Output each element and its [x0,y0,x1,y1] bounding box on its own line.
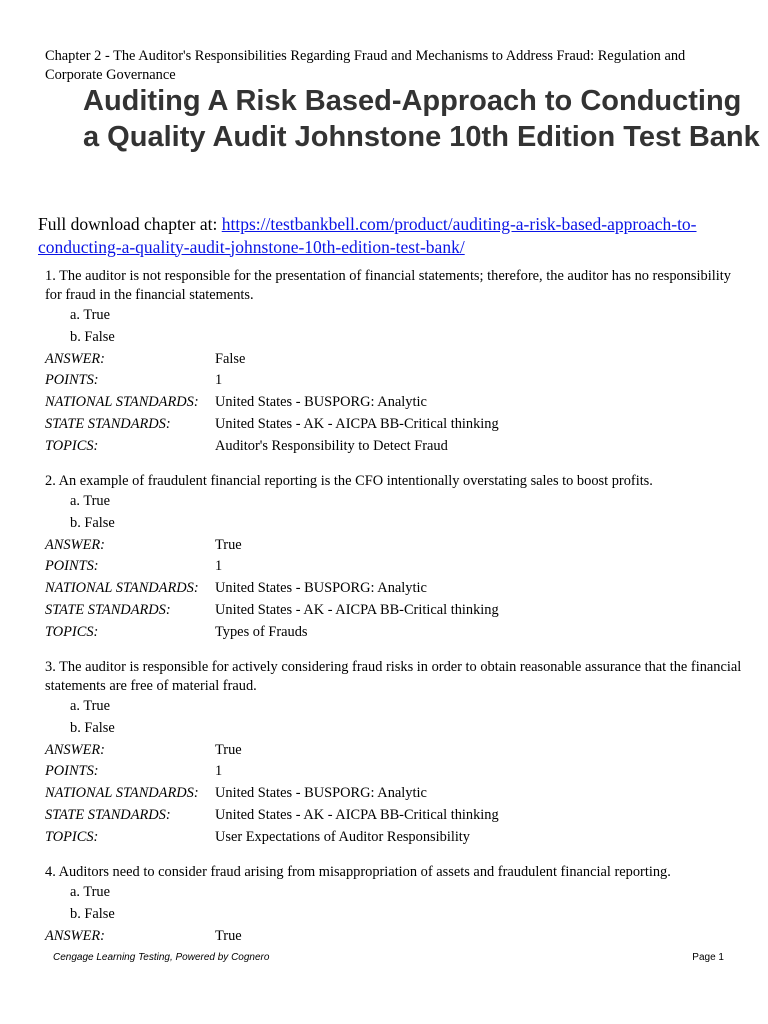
answer-row [45,740,745,762]
footer-publisher: Cengage Learning Testing, Powered by Cognero [53,952,270,963]
answer-row [45,349,745,371]
question-text: 1. The auditor is not responsible for the presentation of financial statements; therefore, the auditor has no responsibility for fraud in the financial statements. [45,268,731,303]
national-standards-label: NATIONAL STANDARDS: [45,394,199,411]
answer-value: False [215,350,246,367]
topics-value: Auditor's Responsibility to Detect Fraud [215,437,448,454]
state-standards-value: United States - AK - AICPA BB-Critical thinking [215,601,499,618]
option-b: b. False [70,905,115,922]
question-2 [45,472,745,644]
state-standards-row [45,600,745,622]
download-line [38,213,748,258]
state-standards-value: United States - AK - AICPA BB-Critical thinking [215,806,499,823]
points-row [45,761,745,783]
points-value: 1 [215,372,223,389]
state-standards-label: STATE STANDARDS: [45,601,171,618]
option-b: b. False [70,719,115,736]
question-text: 3. The auditor is responsible for actively considering fraud risks in order to obtain reasonable assurance that the financial statements are free of material fraud. [45,659,742,694]
national-standards-label: NATIONAL STANDARDS: [45,580,199,597]
answer-label: ANSWER: [45,927,105,944]
state-standards-row [45,805,745,827]
points-label: POINTS: [45,558,99,575]
question-3 [45,658,745,849]
answer-row [45,535,745,557]
topics-label: TOPICS: [45,828,99,845]
national-standards-value: United States - BUSPORG: Analytic [215,785,427,802]
topics-value: Types of Frauds [215,623,308,640]
page-title: Auditing A Risk Based-Approach to Conducting a Quality Audit Johnstone 10th Edition Test Bank [83,85,760,153]
national-standards-row [45,392,745,414]
state-standards-label: STATE STANDARDS: [45,415,171,432]
answer-label: ANSWER: [45,350,105,367]
topics-row [45,622,745,644]
points-label: POINTS: [45,763,99,780]
chapter-heading: Chapter 2 - The Auditor's Responsibilities Regarding Fraud and Mechanisms to Address Fraud: Regulation and Corporate Governance [45,48,686,83]
option-a: a. True [70,698,110,714]
topics-label: TOPICS: [45,437,99,454]
option-b: b. False [70,514,115,531]
download-link[interactable]: https://testbankbell.com/product/auditing-a-risk-based-approach-to-conducting-a-quality-audit-johnstone-10th-edition-test-bank/ [38,214,697,257]
state-standards-value: United States - AK - AICPA BB-Critical thinking [215,415,499,432]
points-row [45,370,745,392]
topics-row [45,436,745,458]
national-standards-row [45,578,745,600]
points-value: 1 [215,763,223,780]
points-value: 1 [215,558,223,575]
question-1 [45,267,745,458]
topics-row [45,827,745,849]
question-text: 4. Auditors need to consider fraud arising from misappropriation of assets and fraudulent financial reporting. [45,864,671,880]
national-standards-value: United States - BUSPORG: Analytic [215,394,427,411]
question-4 [45,863,745,947]
state-standards-label: STATE STANDARDS: [45,806,171,823]
download-prefix: Full download chapter at: [38,214,222,234]
state-standards-row [45,414,745,436]
option-b: b. False [70,328,115,345]
points-row [45,556,745,578]
topics-value: User Expectations of Auditor Responsibility [215,828,471,845]
national-standards-row [45,783,745,805]
national-standards-label: NATIONAL STANDARDS: [45,785,199,802]
question-text: 2. An example of fraudulent financial reporting is the CFO intentionally overstating sales to boost profits. [45,473,653,489]
option-a: a. True [70,884,110,900]
option-a: a. True [70,493,110,509]
page-number: Page 1 [692,952,724,963]
answer-value: True [215,927,242,944]
answer-label: ANSWER: [45,536,105,553]
national-standards-value: United States - BUSPORG: Analytic [215,580,427,597]
answer-row [45,926,745,948]
answer-value: True [215,536,242,553]
points-label: POINTS: [45,372,99,389]
answer-label: ANSWER: [45,741,105,758]
option-a: a. True [70,307,110,323]
topics-label: TOPICS: [45,623,99,640]
answer-value: True [215,741,242,758]
